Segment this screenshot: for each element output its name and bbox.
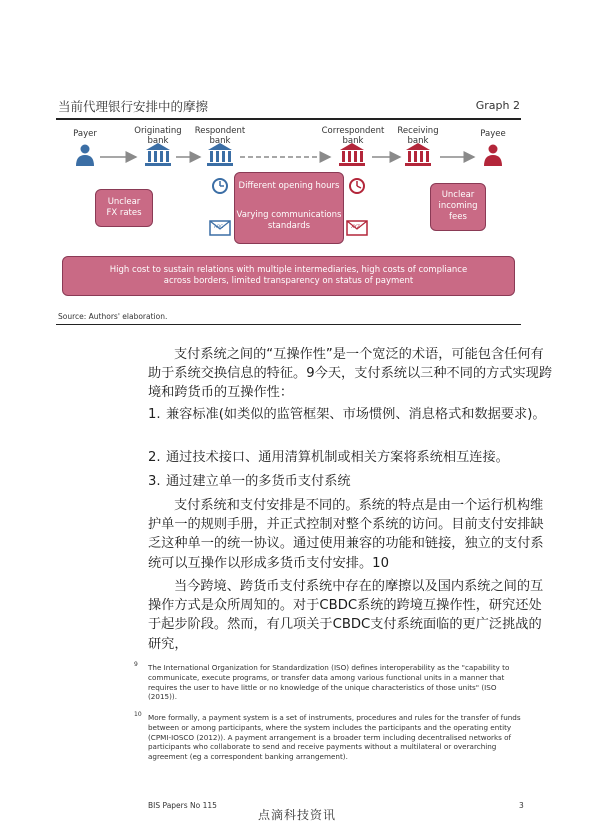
correspondent-bank-icon bbox=[339, 143, 365, 166]
figure-source: Source: Authors' elaboration. bbox=[58, 312, 168, 321]
respondent-bank-icon bbox=[207, 143, 233, 166]
friction-fx-rates: Unclear FX rates bbox=[95, 189, 153, 227]
footnote-9: 9 The International Organization for Standardization (ISO) defines interoperability as the "capability to communicate, execute programs, or transfer data among various functional units in a manner that requires the user to have little or no knowledge of the unique characteristics of those units" (ISO (2015)). bbox=[134, 661, 510, 702]
footnote-10: 10 More formally, a payment system is a set of instruments, procedures and rules for the transfer of funds between or among participants, where the system includes the participants and the operating entity (CPMI-IOSCO (2012)). A payment arrangement is a broader term including decentralised networks of participants who collaborate to send and receive payments without a multilateral or overarching agreement (eg a correspondent banking arrangement). bbox=[134, 711, 521, 762]
payer-person-icon bbox=[76, 145, 94, 167]
paragraph-3: 当今跨境、跨货币支付系统中存在的摩擦以及国内系统之间的互操作方式是众所周知的。对于CBDC系统的跨境互操作性，研究还处于起步阶段。然而，有几项关于CBDC支付系统面临的更广泛挑战的研究， bbox=[148, 579, 544, 652]
list-item-3: 3. 通过建立单一的多货币支付系统 bbox=[148, 474, 351, 489]
figure-title: 当前代理银行安排中的摩擦 bbox=[58, 99, 209, 114]
footer-page-number: 3 bbox=[519, 801, 524, 810]
node-label-originating: Originating bank bbox=[134, 126, 182, 146]
figure-bottom-rule bbox=[56, 324, 521, 325]
payee-person-icon bbox=[484, 145, 502, 167]
footer-publication: BIS Papers No 115 bbox=[148, 801, 217, 810]
clock-left-icon bbox=[213, 179, 227, 193]
envelope-left-label: ABC bbox=[214, 225, 224, 230]
friction-opening-hours: Different opening hours bbox=[238, 181, 340, 191]
friction-comm-standards-2: standards bbox=[267, 221, 311, 231]
paragraph-2: 支付系统和支付安排是不同的。系统的特点是由一个运行机构维护单一的规则手册，并正式控制对整个系统的访问。目前支付安排缺乏这种单一的统一协议。通过使用兼容的功能和链接，独立的支付系统可以互操作以形成多货币支付安排。10 bbox=[148, 498, 544, 571]
envelope-right-label: XYZ bbox=[351, 225, 360, 230]
node-label-correspondent: Correspondent bank bbox=[321, 126, 385, 146]
node-label-payer: Payer bbox=[73, 129, 97, 139]
list-item-2: 2. 通过技术接口、通用清算机制或相关方案将系统相互连接。 bbox=[148, 450, 509, 465]
originating-bank-icon bbox=[145, 143, 171, 166]
paragraph-1: 支付系统之间的“互操作性”是一个宽泛的术语，可能包含任何有助于系统交换信息的特征。9今天，支付系统以三种不同的方式实现跨境和跨货币的互操作性： bbox=[148, 347, 553, 401]
friction-center-box bbox=[234, 172, 344, 244]
friction-cost-box: High cost to sustain relations with multiple intermediaries, high costs of compliance across borders, limited transparency on status of payment bbox=[62, 256, 515, 296]
friction-comm-standards-1: Varying communications bbox=[236, 210, 342, 220]
receiving-bank-icon bbox=[405, 143, 431, 166]
node-label-respondent: Respondent bank bbox=[194, 126, 246, 146]
graph-number: Graph 2 bbox=[475, 99, 520, 112]
footer-watermark: 点滴科技资讯 bbox=[258, 808, 337, 822]
payment-flow-diagram bbox=[0, 0, 600, 330]
node-label-payee: Payee bbox=[480, 129, 506, 139]
node-label-receiving: Receiving bank bbox=[397, 126, 439, 146]
clock-right-icon bbox=[350, 179, 364, 193]
list-item-1: 1. 兼容标准(如类似的监管框架、市场惯例、消息格式和数据要求)。 bbox=[148, 407, 546, 422]
friction-incoming-fees: Unclear incoming fees bbox=[430, 183, 486, 231]
